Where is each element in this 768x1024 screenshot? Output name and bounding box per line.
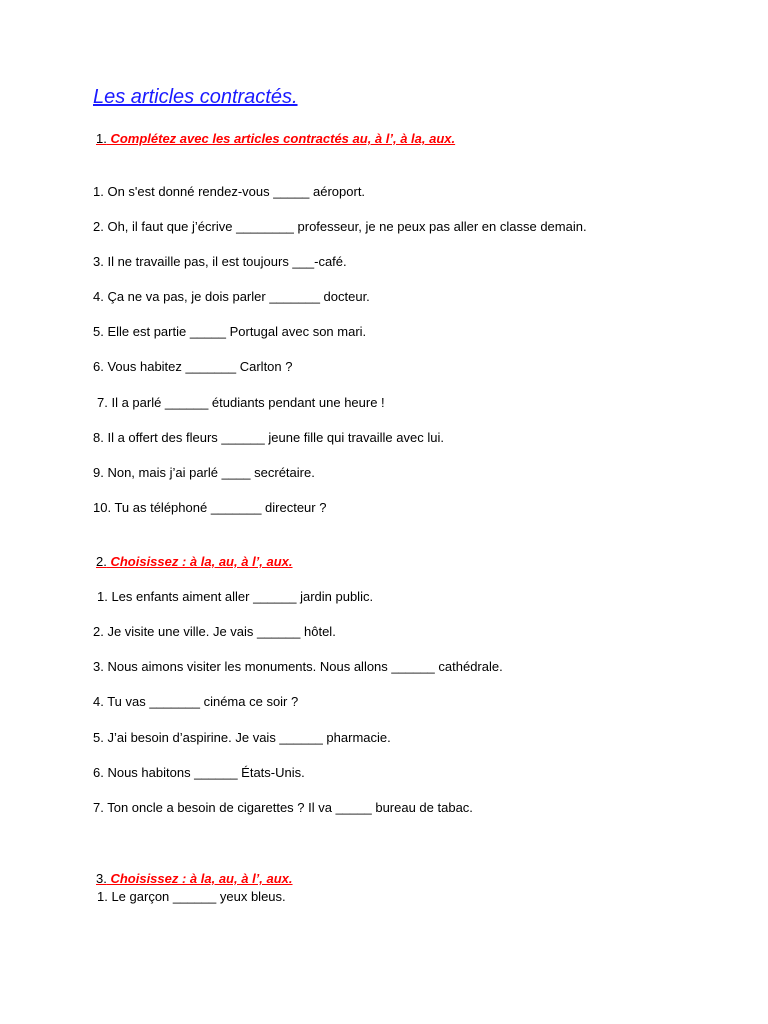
exercise-item: 3. Il ne travaille pas, il est toujours ___-café. — [93, 254, 347, 269]
exercise-item: 1. Les enfants aiment aller ______ jardin public. — [97, 589, 374, 604]
exercise-item: 3. Nous aimons visiter les monuments. Nous allons ______ cathédrale. — [93, 659, 503, 674]
exercise-item: 2. Oh, il faut que j’écrive ________ professeur, je ne peux pas aller en classe demain. — [93, 219, 587, 234]
exercise-item: 2. Je visite une ville. Je vais ______ hôtel. — [93, 624, 336, 639]
section-3-instruction: Choisissez : à la, au, à l’, aux. — [106, 871, 293, 886]
exercise-item: 4. Tu vas _______ cinéma ce soir ? — [93, 694, 299, 709]
exercise-item: 1. Le garçon ______ yeux bleus. — [97, 889, 286, 904]
exercise-item: 5. Elle est partie _____ Portugal avec son mari. — [93, 324, 367, 339]
section-2-instruction: Choisissez : à la, au, à l’, aux. — [106, 554, 293, 569]
section-2-heading — [96, 554, 293, 569]
exercise-item: 10. Tu as téléphoné _______ directeur ? — [93, 500, 327, 515]
exercise-item: 7. Il a parlé ______ étudiants pendant une heure ! — [97, 395, 385, 410]
section-2-number: 2. — [96, 554, 107, 569]
exercise-item: 8. Il a offert des fleurs ______ jeune fille qui travaille avec lui. — [93, 430, 444, 445]
exercise-item: 6. Vous habitez _______ Carlton ? — [93, 359, 293, 374]
exercise-item: 7. Ton oncle a besoin de cigarettes ? Il va _____ bureau de tabac. — [93, 800, 473, 815]
section-1-number: 1. — [96, 131, 107, 146]
section-3-number: 3. — [96, 871, 107, 886]
exercise-item: 4. Ça ne va pas, je dois parler _______ docteur. — [93, 289, 370, 304]
exercise-item: 6. Nous habitons ______ États-Unis. — [93, 765, 305, 780]
exercise-item: 1. On s'est donné rendez-vous _____ aéroport. — [93, 184, 366, 199]
page-title: Les articles contractés. — [93, 86, 298, 108]
exercise-item: 5. J’ai besoin d’aspirine. Je vais ______ pharmacie. — [93, 730, 391, 745]
exercise-item: 9. Non, mais j’ai parlé ____ secrétaire. — [93, 465, 315, 480]
section-1-heading — [96, 131, 455, 146]
section-3-heading — [96, 871, 293, 886]
section-1-instruction: Complétez avec les articles contractés au, à l’, à la, aux. — [106, 131, 456, 146]
